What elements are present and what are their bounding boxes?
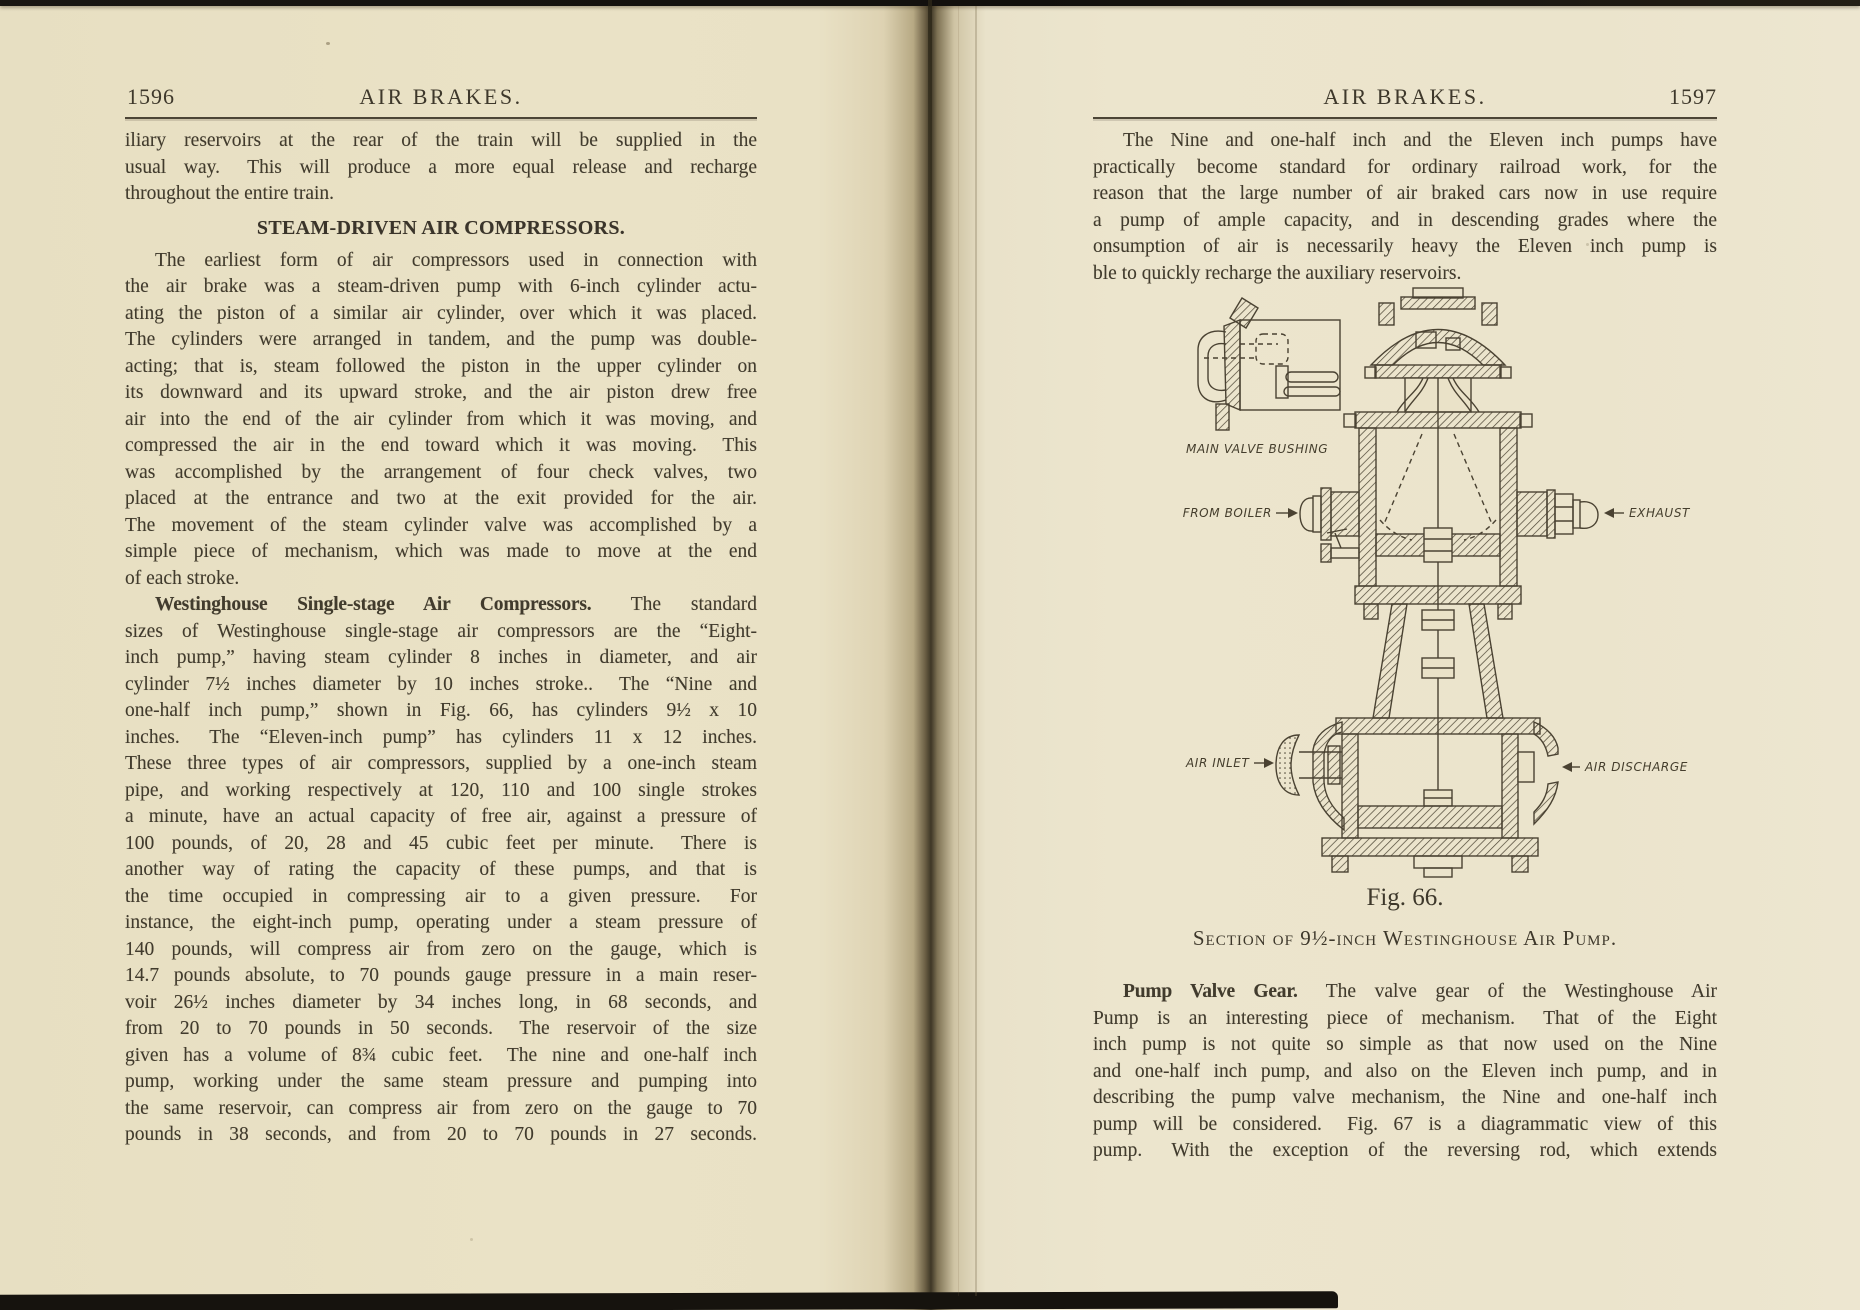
text-line: usual way. This will produce a more equal release and recharge — [125, 156, 757, 178]
exhaust-callout — [1604, 506, 1691, 520]
paragraph — [125, 128, 757, 208]
text-line: from 20 to 70 pounds in 50 seconds. The reservoir of the size — [125, 1018, 757, 1039]
text-line: the air brake was a steam-driven pump with 6-inch cylinder actu- — [125, 276, 757, 297]
text-line: given has a volume of 8¾ cubic feet. The nine and one-half inch — [125, 1044, 757, 1066]
text-line: of each stroke. — [125, 567, 240, 589]
text-line: Pump Valve Gear. The valve gear of the Westinghouse Air — [1123, 981, 1717, 1002]
text-line: compressed the air in the end toward which it was moving. This — [125, 435, 757, 456]
air-inlet-callout — [1185, 756, 1274, 770]
text-line: The Nine and one-half inch and the Eleven inch pumps have — [1123, 130, 1717, 151]
text-line: inch pump,” having steam cylinder 8 inches in diameter, and air — [125, 647, 757, 668]
text-line: ble to quickly recharge the auxiliary reservoirs. — [1093, 262, 1462, 284]
right-running-head-title: AIR BRAKES. — [1323, 84, 1487, 109]
text-line: simple piece of mechanism, which was made to move at the end — [125, 541, 757, 562]
arrow-right-icon — [1288, 508, 1298, 518]
text-line: acting; that is, steam followed the piston in the upper cylinder on — [125, 355, 757, 377]
right-head-rule — [1093, 117, 1717, 119]
page-edge-line — [975, 6, 977, 1296]
paper-speck — [326, 42, 330, 45]
text-line: sizes of Westinghouse single-stage air compressors are the “Eight- — [125, 620, 757, 642]
from-boiler-callout — [1183, 506, 1298, 520]
label-exhaust: EXHAUST — [1629, 506, 1690, 520]
right-page-body-bottom — [1093, 979, 1717, 1165]
arrow-left-icon — [1604, 508, 1614, 518]
arrow-left-icon — [1562, 762, 1572, 772]
text-line: another way of rating the capacity of these pumps, and that is — [125, 859, 757, 880]
paragraph — [1093, 979, 1717, 1165]
text-line: a pump of ample capacity, and in descending grades where the — [1093, 209, 1717, 231]
right-running-head — [1093, 84, 1717, 110]
figure-66-drawing — [1128, 286, 1693, 880]
scan-bottom-edge — [0, 1291, 1338, 1310]
text-line: 14.7 pounds absolute, to 70 pounds gauge pressure in a main reser- — [125, 965, 757, 986]
figure-caption: Section of 9½-inch Westinghouse Air Pump. — [1192, 926, 1618, 950]
left-head-rule — [125, 117, 757, 119]
text-line: pump, working under the same steam pressure and pumping into — [125, 1071, 757, 1092]
left-running-head — [125, 84, 757, 110]
figure-number: Fig. 66. — [1366, 884, 1444, 911]
left-page-number: 1596 — [127, 84, 175, 109]
text-line: The earliest form of air compressors used in connection with — [155, 249, 757, 271]
text-line: 140 pounds, will compress air from zero on the gauge, which is — [125, 938, 757, 960]
text-line: the time occupied in compressing air to a given pressure. For — [125, 885, 757, 907]
right-page-body-top — [1093, 128, 1717, 287]
text-line: its downward and its upward stroke, and the air piston drew free — [125, 382, 757, 403]
paragraph — [125, 592, 757, 1149]
paragraph — [1093, 128, 1717, 287]
text-line: ating the piston of a similar air cylinder, over which it was placed. — [125, 302, 757, 324]
text-line: cylinder 7½ inches diameter by 10 inches stroke.. The “Nine and — [125, 673, 757, 695]
text-line: and one-half inch pump, and also on the Eleven inch pump, and in — [1093, 1060, 1717, 1082]
text-line: instance, the eight-inch pump, operating under a steam pressure of — [125, 912, 757, 933]
text-line: Westinghouse Single-stage Air Compressors. The standard — [155, 594, 757, 615]
text-line: the same reservoir, can compress air from zero on the gauge to 70 — [125, 1097, 757, 1119]
arrow-right-icon — [1264, 758, 1274, 768]
text-line: a minute, have an actual capacity of free air, against a pressure of — [125, 806, 757, 827]
text-line: These three types of air compressors, supplied by a one-inch steam — [125, 753, 757, 774]
text-line: inch pump is not quite so simple as that now used on the Nine — [1093, 1034, 1717, 1055]
paragraph — [125, 248, 757, 593]
text-line: pump will be considered. Fig. 67 is a diagrammatic view of this — [1093, 1113, 1717, 1135]
text-line: one-half inch pump,” shown in Fig. 66, has cylinders 9½ x 10 — [125, 700, 757, 721]
label-air-inlet: AIR INLET — [1186, 756, 1250, 770]
label-main-valve-bushing: MAIN VALVE BUSHING — [1186, 442, 1329, 456]
text-line: placed at the entrance and two at the exit provided for the air. — [125, 488, 757, 509]
label-air-discharge: AIR DISCHARGE — [1585, 760, 1688, 774]
text-line: Pump is an interesting piece of mechanism. That of the Eight — [1093, 1007, 1717, 1029]
left-running-head-title: AIR BRAKES. — [359, 84, 523, 109]
text-line: The movement of the steam cylinder valve was accomplished by a — [125, 514, 757, 536]
air-discharge-callout — [1562, 760, 1688, 774]
left-page-body — [125, 128, 757, 1149]
text-line: iliary reservoirs at the rear of the train will be supplied in the — [125, 130, 757, 151]
text-line: practically become standard for ordinary railroad work, for the — [1093, 156, 1717, 178]
text-line: voir 26½ inches diameter by 34 inches long, in 68 seconds, and — [125, 991, 757, 1013]
text-line: was accomplished by the arrangement of four check valves, two — [125, 461, 757, 483]
text-line: 100 pounds, of 20, 28 and 45 cubic feet per minute. There is — [125, 832, 757, 854]
main-valve-bushing-inset — [1186, 298, 1340, 456]
text-line: throughout the entire train. — [125, 183, 335, 204]
paper-speck — [470, 1238, 473, 1241]
text-line: onsumption of air is necessarily heavy the Eleven inch pump is — [1093, 236, 1717, 257]
text-line: pipe, and working respectively at 120, 110 and 100 single strokes — [125, 779, 757, 801]
text-line: pump. With the exception of the reversing rod, which extends — [1093, 1140, 1717, 1161]
label-from-boiler: FROM BOILER — [1182, 506, 1272, 520]
text-line: pounds in 38 seconds, and from 20 to 70 pounds in 27 seconds. — [125, 1124, 757, 1145]
text-line: describing the pump valve mechanism, the Nine and one-half inch — [1093, 1087, 1717, 1108]
text-line: reason that the large number of air braked cars now in use require — [1093, 183, 1717, 204]
gutter-crease — [928, 0, 932, 560]
text-line: air into the end of the air cylinder from which it was moving, and — [125, 408, 757, 430]
page-edge-line — [958, 6, 959, 1296]
right-page-number: 1597 — [1669, 84, 1717, 109]
text-line: The cylinders were arranged in tandem, and the pump was double- — [125, 329, 757, 350]
section-heading: STEAM-DRIVEN AIR COMPRESSORS. — [256, 216, 626, 239]
text-line: inches. The “Eleven-inch pump” has cylinders 11 x 12 inches. — [125, 726, 757, 748]
pump-cross-section — [1276, 288, 1598, 877]
